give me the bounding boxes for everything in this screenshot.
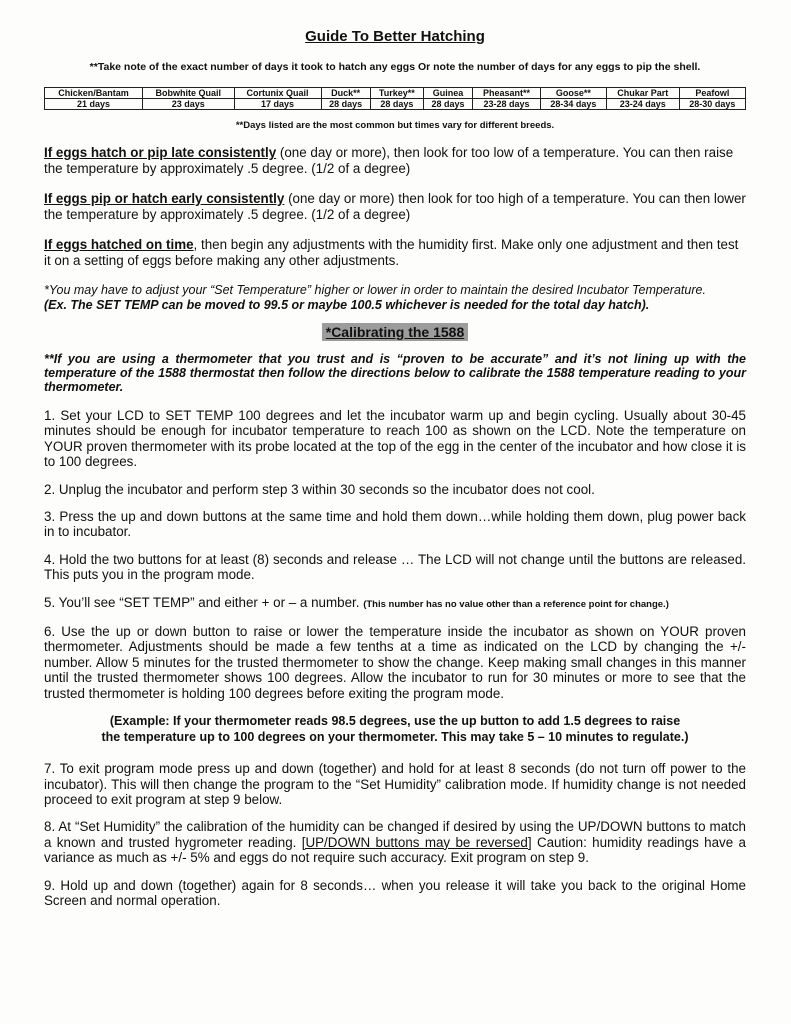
table-cell: 28 days [321,99,370,110]
table-header-cell: Chicken/Bantam [45,88,143,99]
document-page [44,28,746,920]
table-cell: 23 days [143,99,235,110]
table-cell: 28-34 days [540,99,606,110]
table-header-cell: Cortunix Quail [234,88,321,99]
table-header-cell: Chukar Part [606,88,679,99]
step-8-text: 8. At “Set Humidity” the calibration of the humidity can be changed if desired by using the UP/DOWN buttons to match a known and trusted hygrometer reading. [44,819,746,850]
note-exact-days: **Take note of the exact number of days it took to hatch any eggs Or note the number of days for any eggs to pip the shell. [89,61,701,73]
tip-hatch-early [44,191,746,223]
table-header-cell: Goose** [540,88,606,99]
tip-hatch-on-time [44,237,746,269]
step-5-text: 5. You’ll see “SET TEMP” and either + or – a number. [44,594,360,610]
step-5-reference-note: (This number has no value other than a reference point for change.) [363,598,669,610]
step-8-caution: Caution: humidity readings have a variance as much as +/- 5% and eggs do not require such accuracy. Exit program on step 9. [44,834,746,866]
tip-text: , then begin any adjustments with the humidity first. Make only one adjustment and then test it on a setting of eggs before making any other adjustments. [44,237,739,268]
tip-lead: If eggs hatched on time [44,237,194,252]
table-header-cell: Turkey** [370,88,423,99]
step-2: 2. Unplug the incubator and perform step 3 within 30 seconds so the incubator does not cool. [44,481,595,497]
example-block [44,713,746,745]
table-cell: 21 days [45,99,143,110]
step-7: 7. To exit program mode press up and down (together) and hold for at least 8 seconds (do not turn off power to the incubator). This will then change the program to the “Set Humidity” calibration mode. If humidity change is not needed proceed to exit program at step 9 below. [44,761,746,807]
table-header-cell: Pheasant** [473,88,541,99]
step-6: 6. Use the up or down button to raise or lower the temperature inside the incubator as shown on YOUR proven thermometer. Adjustments should be made a few tenths at a time as indicated on the LCD by changing the +/- number. Allow 5 minutes for the trusted thermometer to show the change. Keep making small changes in this manner until the trusted thermometer shows 100 degrees. Allow the incubator to run for 30 minutes or more to see that the trusted thermometer is holding 100 degrees before exiting the program mode. [44,624,746,701]
table-cell: 28-30 days [679,99,745,110]
tip-lead: If eggs pip or hatch early consistently [44,191,285,206]
step-4: 4. Hold the two buttons for at least (8) seconds and release … The LCD will not change until the buttons are released. This puts you in the program mode. [44,551,746,583]
hatching-days-table [44,87,746,110]
tip-text: (one day or more) then look for too high of a temperature. You can then lower the temperature by approximately .5 degree. (1/2 of a degree) [44,191,746,222]
step-8-reversed-warning: [UP/DOWN buttons may be reversed] [301,834,532,850]
set-temp-note-line: *You may have to adjust your “Set Temperature” higher or lower in order to maintain the desired Incubator Temperature. [44,283,706,297]
table-cell: 23-24 days [606,99,679,110]
calibration-intro: **If you are using a thermometer that you trust and is “proven to be accurate” and it’s not lining up with the temperature of the 1588 thermostat then follow the directions below to calibrate the 1588 temperature reading to your thermometer. [44,352,746,394]
table-cell: 28 days [370,99,423,110]
table-header-row [45,88,746,99]
table-header-cell: Duck** [321,88,370,99]
table-cell: 17 days [234,99,321,110]
section-heading-wrap [44,323,746,342]
set-temp-note [44,283,746,313]
step-1: 1. Set your LCD to SET TEMP 100 degrees and let the incubator warm up and begin cycling. Usually about 30-45 minutes should be enough for incubator temperature to reach 100 as shown on the LCD. Note the temperature on YOUR proven thermometer with its probe located at the top of the egg in the center of the incubator and how close it is to 100 degrees. [44,408,746,470]
table-header-cell: Guinea [423,88,472,99]
tip-lead: If eggs hatch or pip late consistently [44,145,277,160]
step-3: 3. Press the up and down buttons at the same time and hold them down…while holding them down, plug power back in to incubator. [44,509,746,540]
page-title: Guide To Better Hatching [305,28,485,45]
table-cell: 28 days [423,99,472,110]
section-heading-calibrating: *Calibrating the 1588 [322,323,469,341]
example-line-2: the temperature up to 100 degrees on your thermometer. This may take 5 – 10 minutes to regulate.) [101,730,689,745]
table-header-cell: Peafowl [679,88,745,99]
step-5 [44,595,746,612]
note-breed-variation: **Days listed are the most common but times vary for different breeds. [235,120,555,131]
table-cell: 23-28 days [473,99,541,110]
step-8 [44,819,746,865]
step-9: 9. Hold up and down (together) again for 8 seconds… when you release it will take you back to the original Home Screen and normal operation. [44,877,746,908]
set-temp-example-line: (Ex. The SET TEMP can be moved to 99.5 or maybe 100.5 whichever is needed for the total day hatch). [44,298,650,312]
example-line-1: (Example: If your thermometer reads 98.5 degrees, use the up button to add 1.5 degrees to raise [109,714,681,729]
table-row [45,99,746,110]
tip-text: (one day or more), then look for too low of a temperature. You can then raise the temperature by approximately .5 degree. (1/2 of a degree) [44,145,734,176]
table-header-cell: Bobwhite Quail [143,88,235,99]
tip-hatch-late [44,145,746,177]
